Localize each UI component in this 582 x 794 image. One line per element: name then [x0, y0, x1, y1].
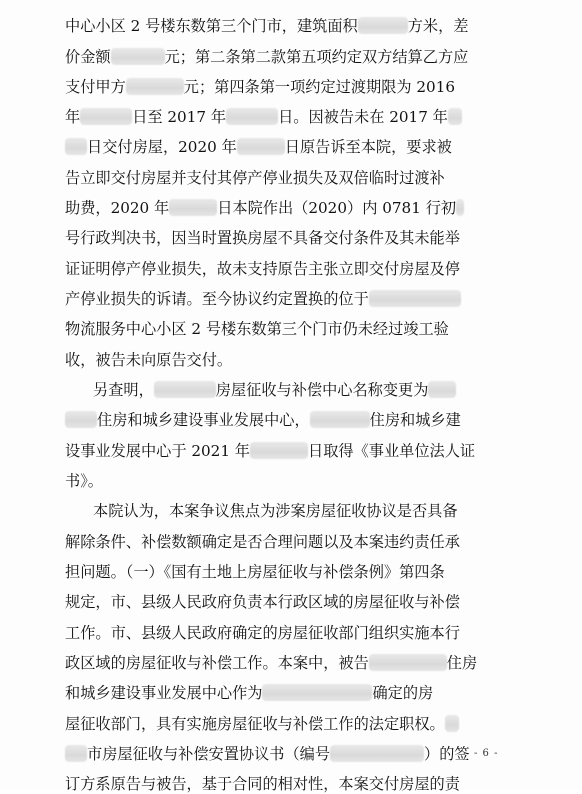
text-segment: 元；第二条第二款第五项约定双方结算乙方应 [164, 48, 469, 66]
redaction-block [65, 411, 97, 428]
text-segment: ）的签 [424, 745, 470, 763]
redaction-block [65, 745, 87, 762]
redaction-block [154, 381, 216, 398]
text-segment: 担问题。（一）《国有土地上房屋征收与补偿条例》第四条 [65, 563, 445, 581]
text-line [0, 683, 582, 703]
text-line [0, 289, 582, 309]
text-segment: 收，被告未向原告交付。 [65, 351, 233, 369]
text-segment: 支付甲方 [65, 78, 126, 96]
text-line [0, 592, 582, 612]
page-number: - 6 - [474, 748, 499, 759]
text-line [0, 562, 582, 582]
text-line [0, 471, 582, 491]
text-segment: 元；第四条第一项约定过渡期限为 2016 [183, 78, 456, 96]
text-line [0, 259, 582, 279]
text-line [0, 16, 582, 36]
redaction-block [126, 78, 184, 95]
redaction-block [428, 381, 456, 398]
text-segment: 号行政判决书，因当时置换房屋不具备交付条件及其未能举 [65, 229, 460, 247]
redaction-block [369, 290, 461, 307]
redaction-block [111, 48, 165, 65]
text-segment: 物流服务中心小区 2 号楼东数第三个门市仍未经过竣工验 [65, 320, 449, 338]
text-segment: 住房和城乡建 [369, 411, 461, 429]
text-segment: 订方系原告与被告，基于合同的相对性，本案交付房屋的责 [65, 775, 460, 793]
text-segment: 住房和城乡建设事业发展中心， [97, 411, 310, 429]
text-line [0, 441, 582, 461]
redaction-block [330, 745, 424, 762]
redaction-block [80, 108, 132, 125]
text-line [0, 107, 582, 127]
text-line [0, 168, 582, 188]
text-segment: 解除条件、补偿数额确定是否合理问题以及本案违约责任承 [65, 533, 460, 551]
text-segment: 日交付房屋，2020 年 [87, 138, 237, 156]
text-segment: 价金额 [65, 48, 111, 66]
text-segment: 证证明停产停业损失，故未支持原告主张立即交付房屋及停 [65, 260, 460, 278]
text-segment: 日。因被告未在 2017 年 [278, 108, 448, 126]
text-segment: 另查明， [93, 381, 154, 399]
text-line [0, 501, 582, 521]
text-segment: 确定的房 [372, 684, 434, 702]
text-segment: 日取得《事业单位法人证 [308, 442, 476, 460]
redaction-block [456, 199, 464, 216]
redaction-block [448, 108, 462, 125]
redaction-block [358, 17, 408, 34]
text-line [0, 350, 582, 370]
text-segment: 市房屋征收与补偿安置协议书（编号 [87, 745, 330, 763]
text-line [0, 410, 582, 430]
text-segment: 房屋征收与补偿中心名称变更为 [215, 381, 429, 399]
text-line [0, 653, 582, 673]
redaction-block [445, 715, 459, 732]
text-segment: 日原告诉至本院，要求被 [284, 138, 452, 156]
text-segment: 屋征收部门，具有实施房屋征收与补偿工作的法定职权。 [65, 715, 445, 733]
text-segment: 工作。市、县级人民政府确定的房屋征收部门组织实施本行 [65, 624, 460, 642]
text-segment: 中心小区 2 号楼东数第三个门市，建筑面积 [65, 17, 358, 35]
redaction-block [65, 138, 87, 155]
text-line [0, 198, 582, 218]
text-segment: 日本院作出（2020）内 0781 行初 [217, 199, 457, 217]
text-line [0, 774, 582, 794]
text-segment: 助费，2020 年 [65, 199, 170, 217]
redaction-block [310, 411, 370, 428]
text-line [0, 47, 582, 67]
redaction-block [250, 442, 308, 459]
text-segment: 年 [65, 108, 81, 126]
text-line [0, 137, 582, 157]
text-segment: 住房 [446, 654, 478, 672]
text-line [0, 77, 582, 97]
redaction-block [369, 654, 447, 671]
text-segment: 规定，市、县级人民政府负责本行政区域的房屋征收与补偿 [65, 593, 460, 611]
text-line [0, 319, 582, 339]
text-segment: 本院认为，本案争议焦点为涉案房屋征收协议是否具备 [93, 502, 458, 520]
redaction-block [237, 138, 285, 155]
text-segment: 设事业发展中心于 2021 年 [65, 442, 250, 460]
text-segment: 日至 2017 年 [132, 108, 227, 126]
redaction-block [226, 108, 278, 125]
text-segment: 书》。 [65, 472, 103, 490]
text-line [0, 714, 582, 734]
text-segment: 产停业损失的诉请。至今协议约定置换的位于 [65, 290, 369, 308]
text-line [0, 228, 582, 248]
text-segment: 方米，差 [407, 17, 469, 35]
redaction-block [262, 684, 372, 701]
text-line [0, 380, 582, 400]
text-line [0, 623, 582, 643]
text-segment: 政区域的房屋征收与补偿工作。本案中，被告 [65, 654, 369, 672]
text-segment: 告立即交付房屋并支付其停产停业损失及双倍临时过渡补 [65, 169, 445, 187]
redaction-block [169, 199, 217, 216]
text-line [0, 532, 582, 552]
text-segment: 和城乡建设事业发展中心作为 [65, 684, 263, 702]
